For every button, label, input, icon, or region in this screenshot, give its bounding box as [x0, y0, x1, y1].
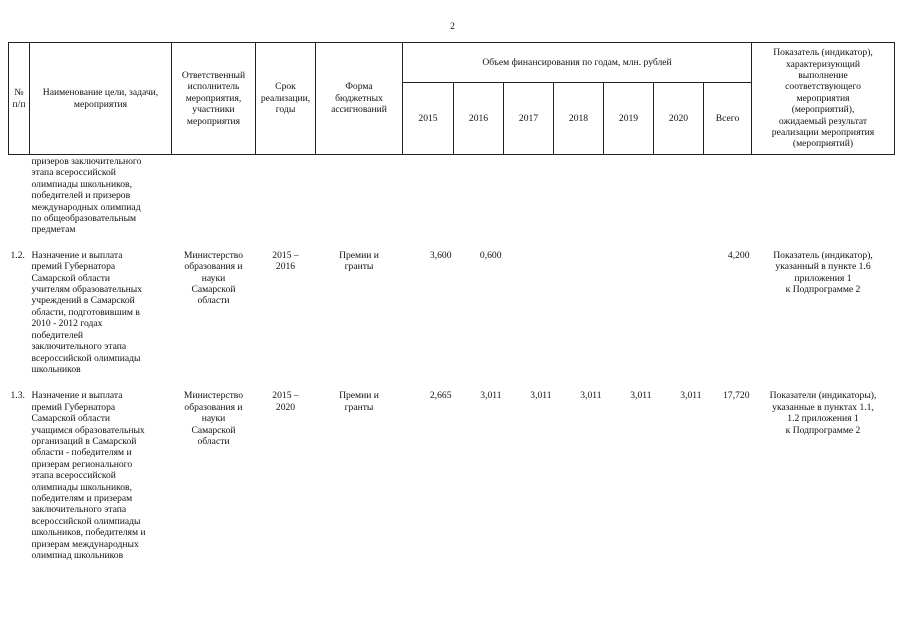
row-value-total: 17,720	[723, 390, 750, 402]
row-value	[704, 155, 752, 250]
header-term: Срок реализации, годы	[256, 43, 316, 155]
header-executor: Ответственный исполнитель мероприятия, участники мероприятия	[172, 43, 256, 155]
row-value-2018	[554, 250, 604, 390]
row-num: 1.2.	[10, 249, 25, 261]
row-num: 1.3.	[10, 390, 25, 402]
row-num	[9, 155, 30, 250]
row-indicator: Показатели (индикаторы), указанные в пунктах 1.1, 1.2 приложения 1 к Подпрограмме 2	[769, 390, 877, 436]
row-value-2019: 3,011	[630, 390, 652, 402]
row-name: Назначение и выплата премий Губернатора Самарской области учащимся образовательных организаций в Самарской области - победителям и призерам регионального этапа всероссийской олимпиады школьников, победителям и призерам заключительного этапа всероссийской олимпиады школьников, победителям и призерам международных олимпиад школьников	[31, 390, 146, 561]
header-financing: Объем финансирования по годам, млн. рублей	[403, 43, 752, 83]
header-indicator: Показатель (индикатор), характеризующий выполнение соответствующего мероприятия (мероприятий), ожидаемый результат реализации мероприятия (мероприятий)	[752, 43, 895, 155]
row-name: Назначение и выплата премий Губернатора Самарской области учителям образовательных учреждений в Самарской области, подготовившим в 2010 - 2012 годах победителей заключительного этапа всероссийской олимпиады школьников	[31, 249, 143, 375]
row-form	[316, 155, 403, 250]
row-value-2017: 3,011	[530, 390, 552, 402]
financing-table	[8, 42, 895, 561]
row-term: 2015 – 2020	[272, 390, 299, 413]
row-value-2020	[654, 250, 704, 390]
row-value-2019	[604, 250, 654, 390]
header-year-2018: 2018	[554, 83, 604, 155]
row-value	[604, 155, 654, 250]
header-year-2017: 2017	[504, 83, 554, 155]
header-num: № п/п	[9, 43, 30, 155]
row-value	[654, 155, 704, 250]
row-value	[403, 155, 454, 250]
row-executor	[172, 155, 256, 250]
row-value-2018: 3,011	[580, 390, 602, 402]
row-executor: Министерство образования и науки Самарской области	[183, 249, 244, 307]
row-value-2020: 3,011	[680, 390, 702, 402]
row-term	[256, 155, 316, 250]
row-value-2016: 0,600	[479, 249, 502, 261]
row-executor: Министерство образования и науки Самарской области	[183, 390, 244, 447]
page-number: 2	[450, 21, 455, 32]
row-value	[554, 155, 604, 250]
row-value-total: 4,200	[727, 249, 750, 261]
header-form: Форма бюджетных ассигнований	[316, 43, 403, 155]
table-row	[9, 155, 895, 250]
row-value	[504, 155, 554, 250]
table-row	[9, 390, 895, 561]
header-year-2016: 2016	[454, 83, 504, 155]
header-name: Наименование цели, задачи, мероприятия	[30, 43, 172, 155]
header-year-total: Всего	[704, 83, 752, 155]
row-value-2015: 3,600	[429, 249, 452, 261]
row-form: Премии и гранты	[339, 390, 379, 413]
row-name: призеров заключительного этапа всероссийской олимпиады школьников, победителей и призеров международных олимпиад по общеобразовательным предметам	[31, 156, 142, 236]
header-year-2015: 2015	[403, 83, 454, 155]
row-term: 2015 – 2016	[272, 249, 299, 273]
table-row	[9, 250, 895, 390]
row-form: Премии и гранты	[339, 249, 379, 273]
header-year-2020: 2020	[654, 83, 704, 155]
row-value	[454, 155, 504, 250]
header-year-2019: 2019	[604, 83, 654, 155]
row-indicator: Показатель (индикатор), указанный в пункте 1.6 приложения 1 к Подпрограмме 2	[773, 249, 873, 296]
row-value-2017	[504, 250, 554, 390]
row-indicator	[752, 155, 895, 250]
row-value-2015: 2,665	[429, 390, 452, 402]
row-value-2016: 3,011	[480, 390, 502, 402]
